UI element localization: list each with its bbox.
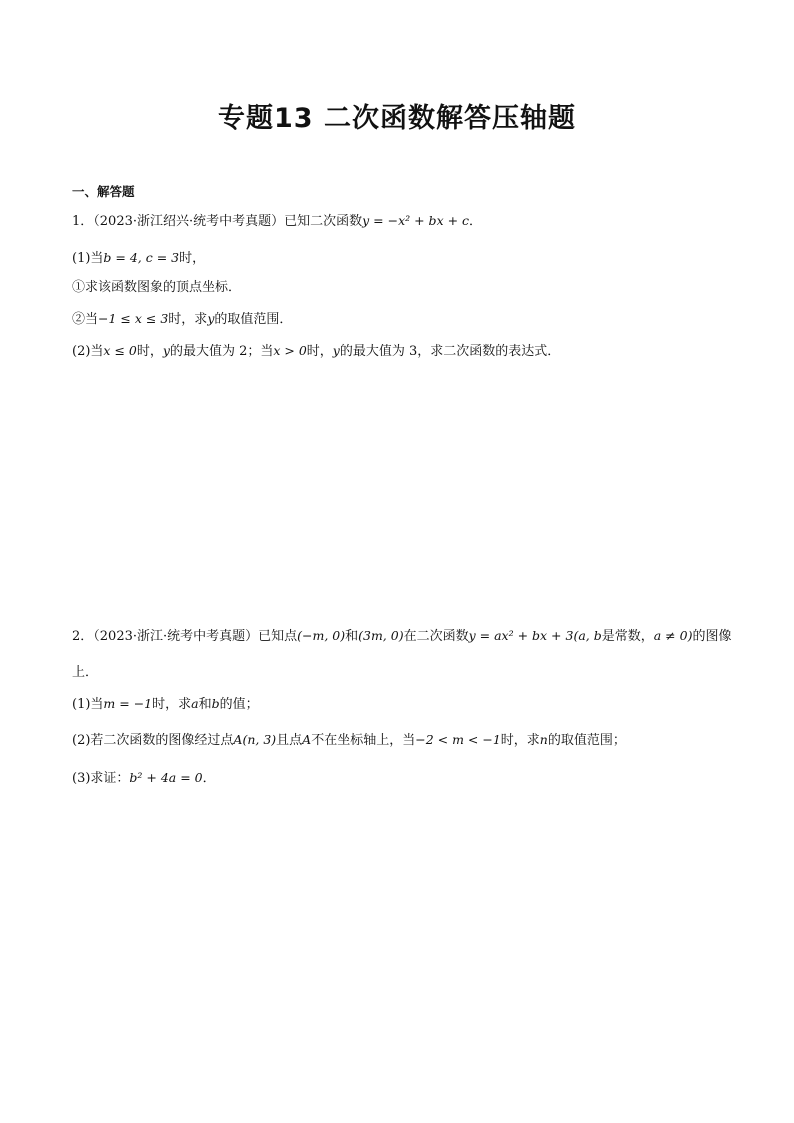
punctuation: ．	[469, 214, 483, 229]
part-text: 的值；	[219, 697, 259, 712]
part-condition: a ≠ 0)	[653, 628, 693, 643]
part-text: 的最大值为 2；当	[169, 344, 274, 359]
part-label: ②当	[72, 312, 99, 327]
part-label: (3)求证：	[72, 771, 130, 786]
question-1-stem	[72, 212, 482, 231]
equation: b² + 4a = 0	[129, 770, 203, 785]
variable-y: y	[332, 343, 340, 358]
variable-n: n	[539, 732, 548, 747]
part-text: 时，	[136, 344, 163, 359]
question-2-stem	[72, 627, 731, 646]
section-heading: 一、解答题	[72, 184, 135, 199]
point-2: (3m, 0)	[358, 628, 404, 643]
part-text: 的最大值为 3，求二次函数的表达式．	[339, 344, 561, 359]
question-2-part-3	[72, 769, 216, 788]
point-1: (−m, 0)	[297, 628, 346, 643]
question-1-part-1	[72, 249, 205, 268]
part-condition: x > 0	[273, 343, 307, 358]
part-text: 是常数，	[601, 629, 654, 644]
question-1-part-1-ii	[72, 310, 292, 329]
punctuation: ．	[202, 771, 216, 786]
part-label: (1)当	[72, 251, 104, 266]
question-1-part-1-i: ①求该函数图象的顶点坐标．	[72, 280, 242, 295]
point-a: A(n, 3)	[233, 732, 277, 747]
question-2-part-1	[72, 695, 259, 714]
question-1-function: y = −x² + bx + c	[362, 213, 470, 228]
part-text: 和	[345, 629, 359, 644]
variable-y: y	[207, 311, 215, 326]
question-2-source: 2．（2023·浙江·统考中考真题）已知点	[72, 629, 298, 644]
part-text: 时，	[306, 344, 333, 359]
question-2-part-2	[72, 731, 626, 750]
variable-y: y	[162, 343, 170, 358]
part-label: (2)若二次函数的图像经过点	[72, 733, 234, 748]
part-text: 时，	[179, 251, 206, 266]
part-range: −2 < m < −1	[415, 732, 501, 747]
part-text: 且点	[276, 733, 303, 748]
part-condition: b = 4, c = 3	[103, 250, 180, 265]
part-text: 和	[198, 697, 212, 712]
question-1-source: 1．（2023·浙江绍兴·统考中考真题）已知二次函数	[72, 214, 363, 229]
page-title: 专题13 二次函数解答压轴题	[218, 103, 576, 134]
part-text: 不在坐标轴上，当	[311, 733, 416, 748]
variable-b: b	[211, 696, 220, 711]
question-1-part-2	[72, 342, 560, 361]
part-label: (1)当	[72, 697, 104, 712]
part-text: 的取值范围．	[214, 312, 293, 327]
part-text: 的图像	[692, 629, 732, 644]
part-condition: x ≤ 0	[103, 343, 137, 358]
part-text: 在二次函数	[403, 629, 469, 644]
part-text: 的取值范围；	[547, 733, 626, 748]
part-text: 时，求	[152, 697, 192, 712]
question-2-stem-continued: 上．	[72, 665, 99, 680]
part-condition: m = −1	[103, 696, 153, 711]
variable-a-point: A	[302, 732, 312, 747]
variable-a: a	[191, 696, 199, 711]
part-text: 时，求	[500, 733, 540, 748]
part-text: 时，求	[168, 312, 208, 327]
part-label: (2)当	[72, 344, 104, 359]
part-range: −1 ≤ x ≤ 3	[98, 311, 169, 326]
question-2-function: y = ax² + bx + 3(a, b	[468, 628, 602, 643]
